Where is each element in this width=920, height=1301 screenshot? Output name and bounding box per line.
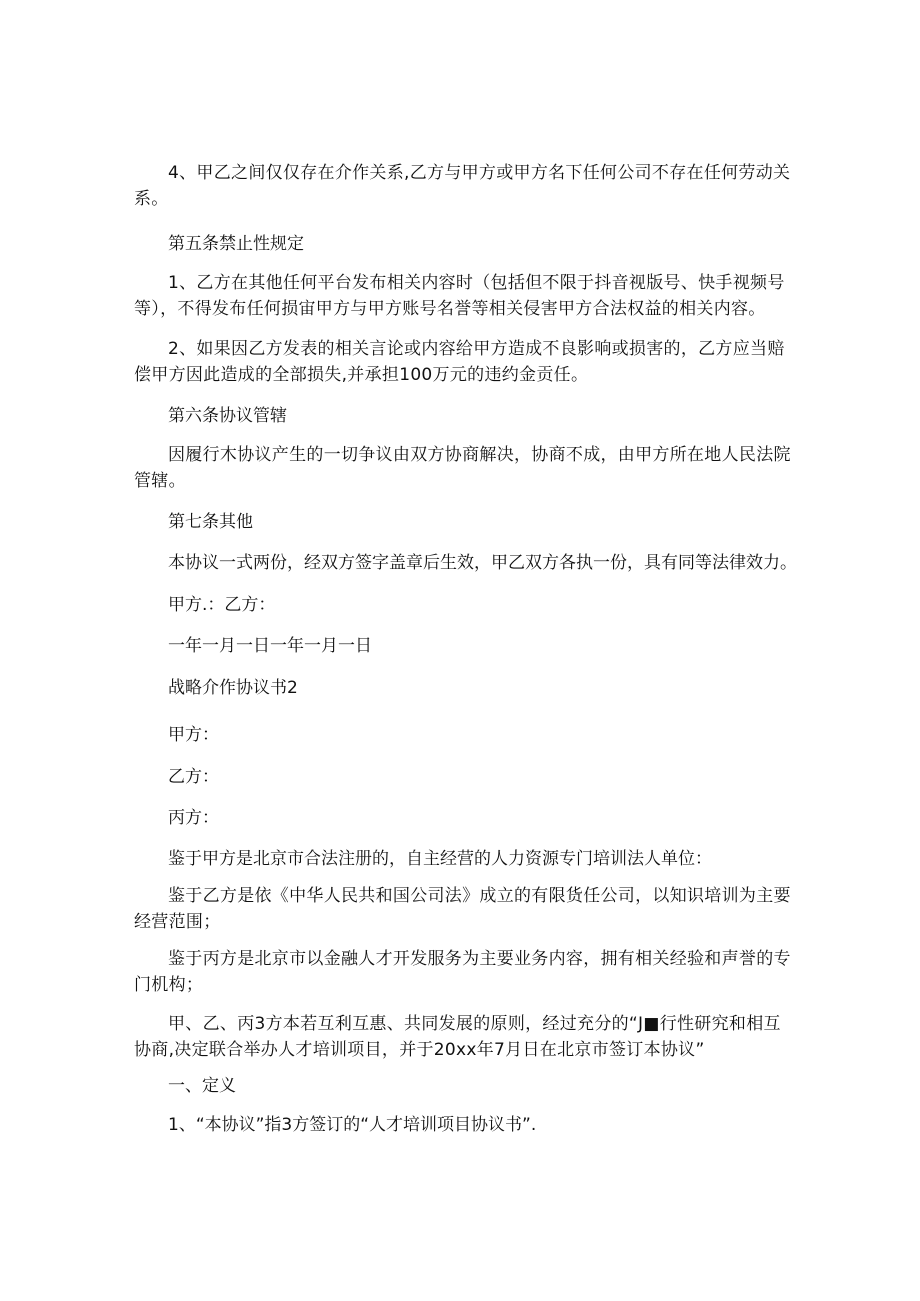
article6-text: 因履行木协议产生的一切争议由双方协商解决，协商不成，由甲方所在地人民法院管辖。 <box>134 445 791 491</box>
date-line: 一年一月一日一年一月一日 <box>168 636 372 656</box>
whereas-party-c: 鉴于丙方是北京市以金融人才开发服务为主要业务内容，拥有相关经验和声誉的专门机构； <box>134 949 791 995</box>
party-a-label: 甲方： <box>168 725 219 745</box>
intro-paragraph: 甲、乙、丙3方本若互利互惠、共同发展的原则，经过充分的“J■行性研究和相互协商,决定联合举办人才培训项目，并于20xx年7月日在北京市签订本协议” <box>134 1014 781 1060</box>
party-b-label: 乙方： <box>168 767 219 787</box>
agreement2-title: 战略介作协议书2 <box>168 678 298 698</box>
article5-item2: 2、如果因乙方发表的相关言论或内容给甲方造成不良影响或损害的，乙方应当赔偿甲方因此造成的全部损失,并承担100万元的违约金贡任。 <box>134 339 785 385</box>
article5-item1: 1、乙方在其他任何平台发布相关内容时（包括但不限于抖音视版号、快手视频号等），不得发布任何损宙甲方与甲方账号名誉等相关侵害甲方合法权益的相关内容。 <box>134 273 785 319</box>
whereas-party-b: 鉴于乙方是依《中华人民共和国公司法》成立的有限货任公司，以知识培训为主要经营范围； <box>134 886 791 932</box>
article7-text: 本协议一式两份，经双方签字盖章后生效，甲乙双方各执一份，具有同等法律效力。 <box>168 553 797 573</box>
article5-heading: 第五条禁止性规定 <box>168 234 304 254</box>
signature-line: 甲方.：乙方： <box>168 595 276 615</box>
whereas-party-a: 鉴于甲方是北京市合法注册的，自主经营的人力资源专门培训法人单位： <box>168 849 712 869</box>
definition-item1: 1、“本协议”指3方签订的“人才培训项目协议书”. <box>168 1115 537 1135</box>
article4-item4: 4、甲乙之间仅仅存在介作关系,乙方与甲方或甲方名下任何公司不存在任何劳动关系。 <box>134 163 791 209</box>
article6-heading: 第六条协议管辖 <box>168 406 287 426</box>
definitions-heading: 一、定义 <box>168 1076 236 1096</box>
article7-heading: 第七条其他 <box>168 512 253 532</box>
party-c-label: 丙方： <box>168 808 219 828</box>
